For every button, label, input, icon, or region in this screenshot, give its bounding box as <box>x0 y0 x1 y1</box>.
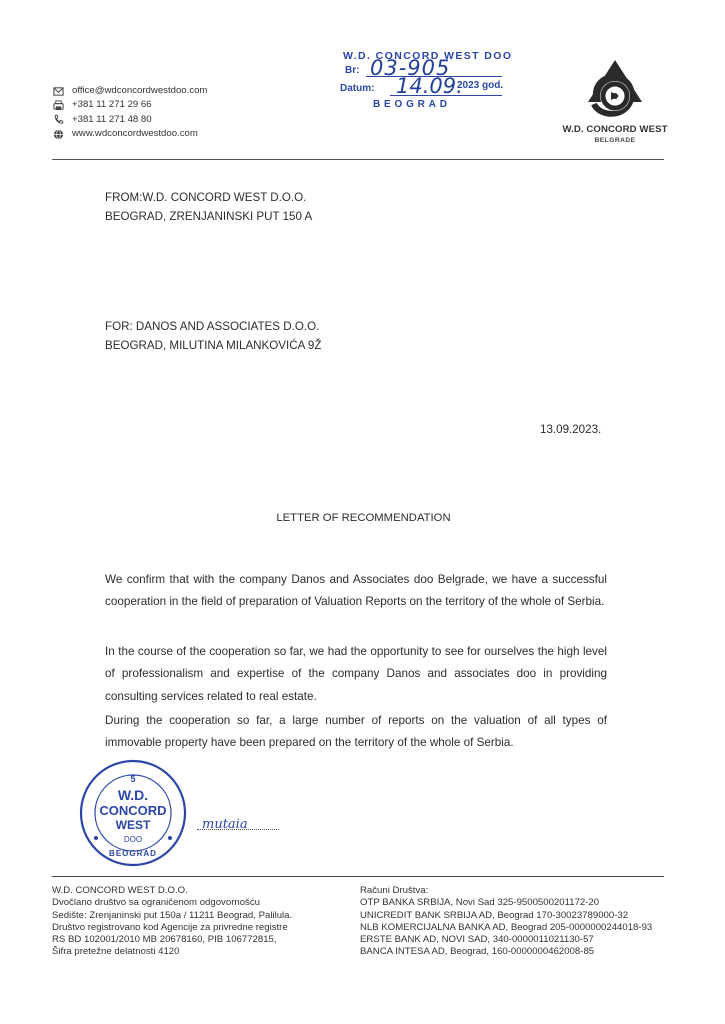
footer-left-line: Društvo registrovano kod Agencije za privredne registre <box>52 921 288 933</box>
footer-right-line: NLB KOMERCIJALNA BANKA AD, Beograd 205-0000000244018-93 <box>360 921 653 933</box>
contact-email[interactable] <box>52 84 207 98</box>
seal-city: BEOGRAD <box>109 849 157 858</box>
contact-fax[interactable] <box>52 98 207 112</box>
contact-fax-text: +381 11 271 29 66 <box>72 99 152 111</box>
globe-icon <box>52 128 65 140</box>
footer-right-line: OTP BANKA SRBIJA, Novi Sad 325-9500500201172-20 <box>360 897 600 909</box>
sender-line-1: FROM:W.D. CONCORD WEST D.O.O. <box>105 191 307 204</box>
contact-email-text: office@wdconcordwestdoo.com <box>72 85 208 96</box>
registry-date-value: 14.09. <box>396 74 463 98</box>
footer-left-line: W.D. CONCORD WEST D.O.O. <box>52 885 188 896</box>
registry-city: BEOGRAD <box>373 99 451 110</box>
contact-phone-text: +381 11 271 48 80 <box>72 113 152 125</box>
registry-year: 2023 god. <box>457 80 504 91</box>
logo-company-name: W.D. CONCORD WEST <box>562 124 668 135</box>
footer-right-line: UNICREDIT BANK SRBIJA AD, Beograd 170-30023789000-32 <box>360 909 629 921</box>
body-paragraph-2: In the course of the cooperation so far, we had the opportunity to see for ourselves the high level of professionalism and expertise of the company Danos and associates doo in providing consulting services related to real estate. <box>105 645 607 703</box>
email-icon <box>52 85 65 97</box>
registry-number-value: 03-905 <box>370 56 451 80</box>
phone-icon <box>52 114 65 126</box>
company-logo <box>560 58 670 144</box>
footer-right-line: Računi Društva: <box>360 885 429 896</box>
sender-address <box>105 188 312 226</box>
footer-left-line: Šifra pretežne delatnosti 4120 <box>52 946 180 958</box>
signature <box>200 806 280 836</box>
footer-right-line: ERSTE BANK AD, NOVI SAD, 340-0000011021130-57 <box>360 934 594 946</box>
footer-divider <box>52 876 664 877</box>
footer-right-line: BANCA INTESA AD, Beograd, 160-0000000462008-85 <box>360 946 595 958</box>
registry-number-label: Br: <box>345 65 360 76</box>
seal-line-3: WEST <box>115 818 151 832</box>
seal-line-1: W.D. <box>117 787 149 803</box>
body-paragraph-3: During the cooperation so far, a large number of reports on the valuation of all types of immovable property have been prepared on the territory of the whole of Serbia. <box>105 714 607 750</box>
header-contacts <box>52 84 207 141</box>
footer-left-line: Sedište: Zrenjaninski put 150a / 11211 Beograd, Palilula. <box>52 909 293 921</box>
header-divider <box>52 159 664 160</box>
seal-line-2: CONCORD <box>99 803 167 818</box>
logo-city: BELGRADE <box>594 137 636 144</box>
signature-line <box>197 829 279 830</box>
logo-emblem-icon <box>584 58 646 122</box>
letter-date: 13.09.2023. <box>540 423 602 436</box>
contact-website-text: www.wdconcordwestdoo.com <box>72 127 198 139</box>
signature-text: mutaia <box>202 817 248 832</box>
contact-phone[interactable] <box>52 113 207 127</box>
footer-company-info <box>52 885 292 959</box>
registry-stamp <box>340 50 513 120</box>
recipient-address <box>105 317 321 355</box>
seal-line-4: DOO <box>123 835 143 844</box>
footer-left-line: Dvočlano društvo sa ograničenom odgovornošću <box>52 897 260 909</box>
company-seal <box>78 758 188 868</box>
letter-title: LETTER OF RECOMMENDATION <box>276 512 451 524</box>
sender-line-2: BEOGRAD, ZRENJANINSKI PUT 150 A <box>105 210 313 223</box>
footer-bank-accounts <box>360 885 652 959</box>
recipient-line-1: FOR: DANOS AND ASSOCIATES D.O.O. <box>105 320 320 333</box>
fax-icon <box>52 99 65 111</box>
body-paragraph-1: We confirm that with the company Danos and Associates doo Belgrade, we have a successful cooperation in the field of preparation of Valuation Reports on the territory of the whole of Serbia. <box>105 573 607 609</box>
registry-stamp-heading: W.D. CONCORD WEST DOO <box>343 50 513 62</box>
registry-date-label: Datum: <box>340 83 375 94</box>
recipient-line-2: BEOGRAD, MILUTINA MILANKOVIĆA 9Ž <box>105 339 322 352</box>
contact-website[interactable] <box>52 127 207 141</box>
seal-number: 5 <box>130 774 136 784</box>
footer-left-line: RS BD 102001/2010 MB 20678160, PIB 106772815, <box>52 934 277 946</box>
registry-date-line <box>390 95 502 96</box>
